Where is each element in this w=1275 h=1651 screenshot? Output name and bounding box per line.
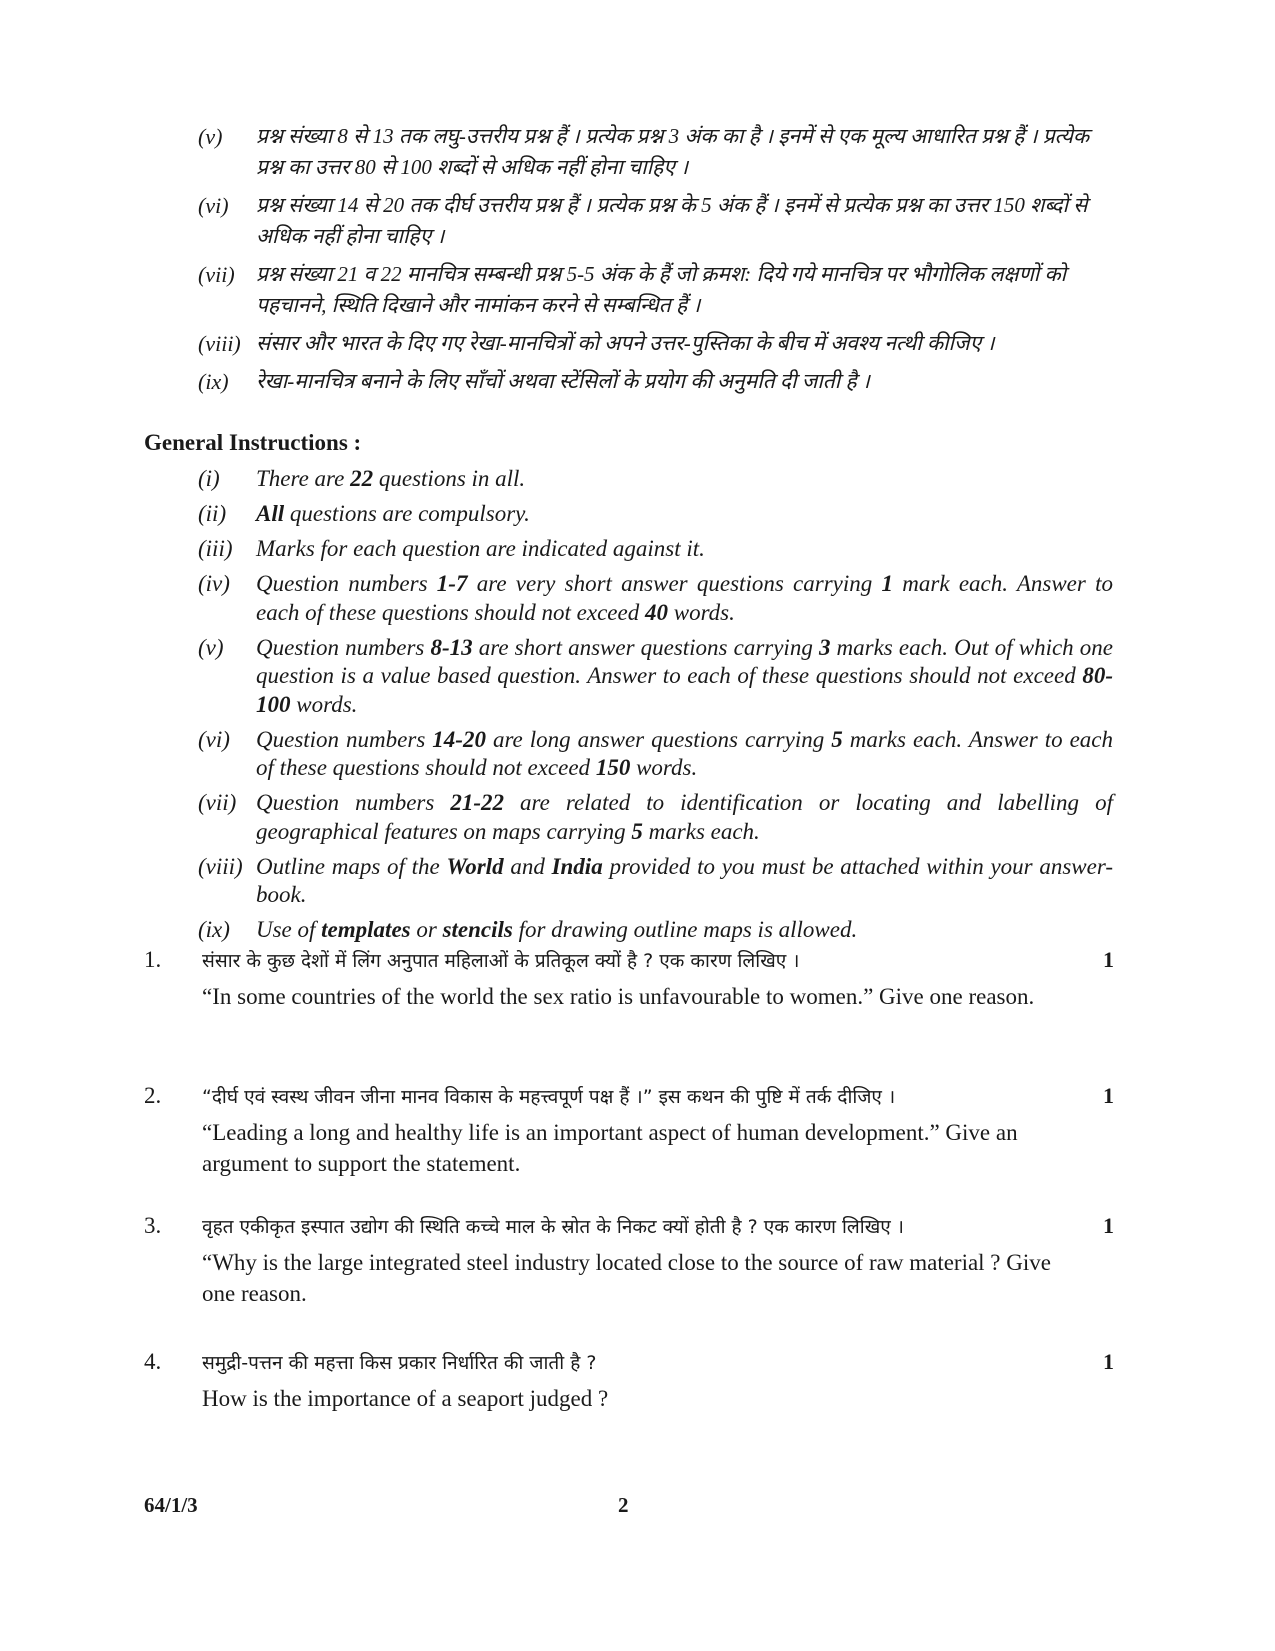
question-number: 4. <box>144 1349 162 1374</box>
item-bold-text: 22 <box>350 466 374 491</box>
question-english-text: How is the importance of a seaport judged ? <box>202 1386 609 1411</box>
item-text: Question numbers <box>256 726 433 752</box>
item-text: marks each. <box>642 818 760 844</box>
question-number: 2. <box>144 1083 162 1108</box>
item-bold-text: 8-13 <box>430 634 473 660</box>
item-bold-text: 14-20 <box>432 726 486 752</box>
question-marks: 1 <box>1103 1349 1114 1374</box>
item-bold-text: 21-22 <box>450 790 505 815</box>
item-bold-text: India <box>551 853 603 879</box>
instruction-item <box>198 535 1113 564</box>
question-marks: 1 <box>1103 947 1114 972</box>
item-bold-text: All <box>256 501 285 526</box>
item-text: प्रश्न संख्या 14 से 20 तक दीर्घ उत्तरीय प्रश्न हैं । प्रत्येक प्रश्न के 5 अंक हैं । इनमें से प्रत्येक प्रश्न का उत्तर 150 शब्दों से अधिक नहीं होना चाहिए । <box>256 193 1088 248</box>
question-english-text: “Leading a long and healthy life is an important aspect of human development.” Give an argument to support the statement. <box>202 1120 1018 1176</box>
instruction-item <box>198 916 1113 945</box>
item-text: provided to you must be attached within your answer-book. <box>256 853 1114 907</box>
item-number: (i) <box>198 466 220 491</box>
item-text: Question numbers <box>256 790 451 815</box>
item-text: questions in all. <box>373 466 526 491</box>
general-instructions-heading: General Instructions : <box>144 430 362 455</box>
item-text: marks each. Out of which one question is a value based question. Answer to each of these questions should not exceed <box>256 634 1113 688</box>
instruction-item <box>198 853 1113 910</box>
item-number: (viii) <box>198 853 243 879</box>
item-text: for drawing outline maps is allowed. <box>512 917 858 942</box>
item-text: mark each. Answer to each of these questions should not exceed <box>256 571 1113 625</box>
instruction-item <box>198 570 1113 627</box>
item-text: are long answer questions carrying <box>485 726 832 752</box>
item-bold-text: 5 <box>831 726 843 752</box>
item-text: words. <box>667 599 735 625</box>
general-instructions-list <box>198 465 1113 951</box>
item-text: Question numbers <box>256 571 437 596</box>
question-marks: 1 <box>1103 1213 1114 1238</box>
item-text: marks each. Answer to each of these questions should not exceed <box>256 726 1114 780</box>
instruction-item <box>198 634 1113 720</box>
page-number: 2 <box>618 1493 629 1517</box>
item-text: प्रश्न संख्या 21 व 22 मानचित्र सम्बन्धी प्रश्न 5-5 अंक के हैं जो क्रमश: दिये गये मानचित्र पर भौगोलिक लक्षणों को पहचानने, स्थिति दिखाने और नामांकन करने से सम्बन्धित हैं । <box>256 262 1067 317</box>
question-number: 3. <box>144 1213 162 1238</box>
question-english-text: “Why is the large integrated steel industry located close to the source of raw material ? Give one reason. <box>202 1250 1051 1306</box>
question-number: 1. <box>144 947 162 972</box>
hindi-instruction-item <box>198 259 1113 321</box>
item-bold-text: stencils <box>442 917 513 942</box>
item-number: (iii) <box>198 536 233 561</box>
item-bold-text: 1 <box>881 571 894 596</box>
item-text: Outline maps of the <box>256 853 447 879</box>
item-number: (v) <box>198 634 224 660</box>
question-marks: 1 <box>1103 1083 1114 1108</box>
item-text: संसार और भारत के दिए गए रेखा-मानचित्रों को अपने उत्तर-पुस्तिका के बीच में अवश्य नत्थी कीजिए । <box>256 331 995 355</box>
item-bold-text: 40 <box>644 599 668 625</box>
item-bold-text: 3 <box>818 634 831 660</box>
hindi-instruction-item <box>198 121 1113 183</box>
item-text: words. <box>630 755 698 780</box>
item-text: or <box>410 917 443 942</box>
hindi-instruction-item <box>198 328 1113 359</box>
item-text: are short answer questions carrying <box>472 634 819 660</box>
item-bold-text: 80-100 <box>256 663 1113 717</box>
item-text: words. <box>290 691 358 717</box>
item-text: Question numbers <box>256 634 431 660</box>
item-number: (iv) <box>198 571 230 596</box>
hindi-instructions-list <box>198 121 1113 404</box>
item-text: questions are compulsory. <box>284 501 530 526</box>
item-number: (vii) <box>198 262 235 287</box>
item-bold-text: 5 <box>631 818 643 844</box>
item-text: are related to identification or locating and labelling of geographical features on maps carrying <box>256 790 1113 844</box>
question-hindi-text: वृहत एकीकृत इस्पात उद्योग की स्थिति कच्चे माल के स्रोत के निकट क्यों होती है ? एक कारण लिखिए । <box>202 1216 905 1238</box>
instruction-item <box>198 465 1113 494</box>
paper-code: 64/1/3 <box>144 1493 198 1517</box>
question-hindi-text: “दीर्घ एवं स्वस्थ जीवन जीना मानव विकास के महत्त्वपूर्ण पक्ष हैं ।” इस कथन की पुष्टि में तर्क दीजिए । <box>202 1086 896 1108</box>
question-hindi-text: संसार के कुछ देशों में लिंग अनुपात महिलाओं के प्रतिकूल क्यों है ? एक कारण लिखिए । <box>202 950 800 972</box>
item-bold-text: World <box>446 853 504 879</box>
item-number: (ix) <box>198 369 229 394</box>
item-bold-text: 1-7 <box>436 571 468 596</box>
hindi-instruction-item <box>198 190 1113 252</box>
item-number: (ix) <box>198 917 230 942</box>
item-text: Use of <box>256 917 322 942</box>
item-bold-text: templates <box>321 917 411 942</box>
item-number: (viii) <box>198 331 241 356</box>
item-text: are very short answer questions carrying <box>467 571 882 596</box>
item-text: and <box>503 853 552 879</box>
item-number: (v) <box>198 124 223 149</box>
instruction-item <box>198 726 1113 783</box>
question-hindi-text: समुद्री-पत्तन की महत्ता किस प्रकार निर्धारित की जाती है ? <box>202 1352 597 1374</box>
item-text: Marks for each question are indicated against it. <box>256 536 705 561</box>
item-number: (vi) <box>198 726 230 752</box>
item-bold-text: 150 <box>595 755 631 780</box>
hindi-instruction-item <box>198 366 1113 397</box>
question-english-text: “In some countries of the world the sex ratio is unfavourable to women.” Give one reason. <box>202 984 1035 1009</box>
item-number: (vi) <box>198 193 229 218</box>
item-text: रेखा-मानचित्र बनाने के लिए साँचों अथवा स्टेंसिलों के प्रयोग की अनुमति दी जाती है । <box>256 369 870 393</box>
item-number: (ii) <box>198 501 227 526</box>
item-text: There are <box>256 466 351 491</box>
item-text: प्रश्न संख्या 8 से 13 तक लघु-उत्तरीय प्रश्न हैं । प्रत्येक प्रश्न 3 अंक का है । इनमें से एक मूल्य आधारित प्रश्न हैं । प्रत्येक प्रश्न का उत्तर 80 से 100 शब्दों से अधिक नहीं होना चाहिए । <box>256 124 1090 179</box>
instruction-item <box>198 500 1113 529</box>
item-number: (vii) <box>198 790 237 815</box>
instruction-item <box>198 789 1113 846</box>
